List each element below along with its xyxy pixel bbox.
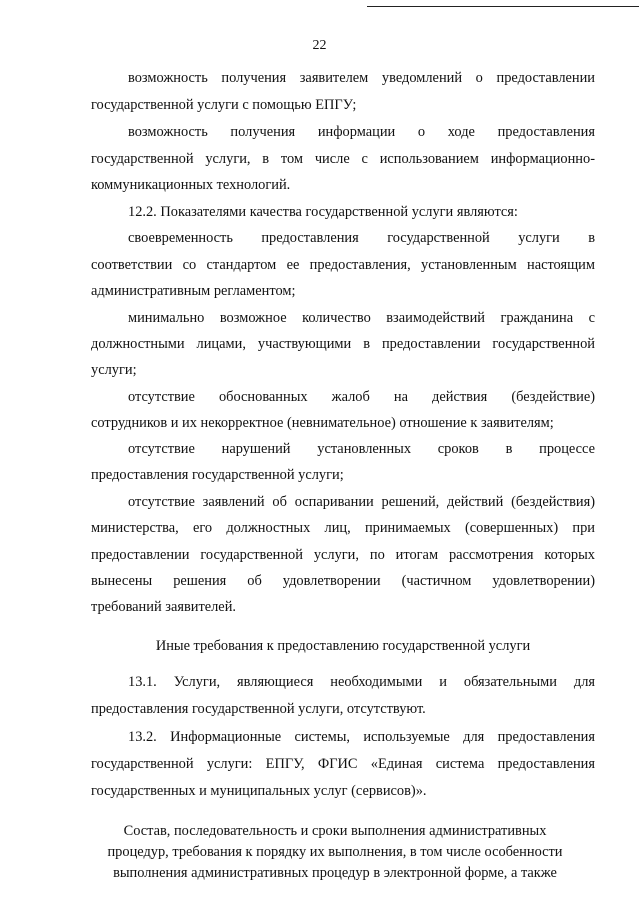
text-line: государственных и муниципальных услуг (сервисов)».	[91, 783, 427, 799]
text-line: требований заявителей.	[91, 599, 236, 615]
text-line: министерства, его должностных лиц, принимаемых (совершенных) при	[91, 520, 595, 536]
top-rule	[367, 6, 639, 7]
text-line: вынесены решения об удовлетворении (частичном удовлетворении)	[91, 573, 595, 589]
text-line: отсутствие заявлений об оспаривании решений, действий (бездействия)	[128, 494, 595, 510]
text-line: своевременность предоставления государственной услуги в	[128, 230, 595, 246]
text-line: 12.2. Показателями качества государственной услуги являются:	[128, 204, 518, 220]
text-line: 13.1. Услуги, являющиеся необходимыми и обязательными для	[128, 674, 595, 690]
page-number: 22	[312, 38, 327, 53]
text-line: услуги;	[91, 362, 137, 378]
text-line: административным регламентом;	[91, 283, 296, 299]
subsection-heading-line: Состав, последовательность и сроки выполнения административных	[123, 823, 547, 839]
subsection-heading-line: процедур, требования к порядку их выполнения, в том числе особенности	[107, 844, 563, 860]
text-line: предоставления государственной услуги, отсутствуют.	[91, 701, 426, 717]
text-line: сотрудников и их некорректное (невнимательное) отношение к заявителям;	[91, 415, 554, 431]
text-line: предоставления государственной услуги;	[91, 467, 344, 483]
text-line: 13.2. Информационные системы, используемые для предоставления	[128, 729, 595, 745]
text-line: возможность получения заявителем уведомлений о предоставлении	[128, 70, 595, 86]
text-line: минимально возможное количество взаимодействий гражданина с	[128, 310, 595, 326]
text-line: отсутствие нарушений установленных сроков в процессе	[128, 441, 595, 457]
text-line: отсутствие обоснованных жалоб на действия (бездействие)	[128, 389, 595, 405]
text-line: государственной услуги: ЕПГУ, ФГИС «Единая система предоставления	[91, 756, 595, 772]
text-line: предоставлении государственной услуги, по итогам рассмотрения которых	[91, 547, 595, 563]
subsection-heading-line: выполнения административных процедур в электронной форме, а также	[113, 865, 557, 881]
text-line: государственной услуги с помощью ЕПГУ;	[91, 97, 357, 113]
text-line: коммуникационных технологий.	[91, 177, 291, 193]
text-line: возможность получения информации о ходе предоставления	[128, 124, 595, 140]
text-line: соответствии со стандартом ее предоставления, установленным настоящим	[91, 257, 595, 273]
text-line: должностными лицами, участвующими в предоставлении государственной	[91, 336, 595, 352]
section-heading: Иные требования к предоставлению государственной услуги	[155, 638, 531, 654]
text-line: государственной услуги, в том числе с использованием информационно-	[91, 151, 595, 167]
